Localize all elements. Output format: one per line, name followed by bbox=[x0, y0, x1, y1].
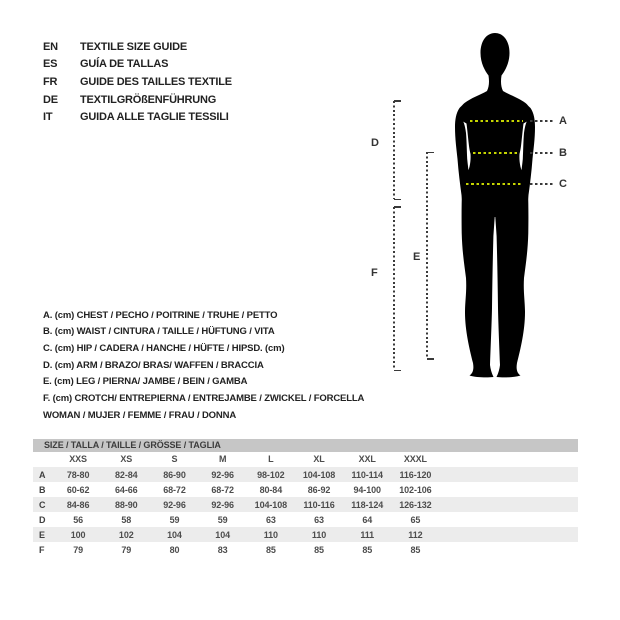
legend-arm: D. (cm) ARM / BRAZO/ BRAS/ WAFFEN / BRACCIA bbox=[43, 359, 264, 371]
cell: 85 bbox=[362, 544, 373, 555]
waist-measure-line bbox=[473, 152, 518, 154]
language-row-en bbox=[43, 38, 232, 56]
cell: 78-80 bbox=[66, 469, 90, 480]
crotch-label: F bbox=[371, 267, 378, 279]
cell: 63 bbox=[314, 514, 324, 525]
chest-measure-line bbox=[470, 120, 523, 122]
cell: 63 bbox=[265, 514, 276, 525]
cell: 65 bbox=[410, 514, 421, 525]
cell: 110 bbox=[311, 529, 327, 540]
cell: 102-106 bbox=[399, 484, 432, 495]
cell: 68-72 bbox=[211, 484, 234, 495]
cell: 85 bbox=[265, 544, 276, 555]
cell: 92-96 bbox=[163, 499, 186, 510]
cell: 83 bbox=[217, 544, 228, 555]
table-row-arm bbox=[33, 512, 578, 527]
cell: 84-86 bbox=[66, 499, 90, 510]
measurement-legend bbox=[43, 307, 364, 407]
cell: 92-96 bbox=[211, 469, 234, 480]
language-title: GUIDA ALLE TAGLIE TESSILI bbox=[80, 111, 229, 124]
language-code: IT bbox=[43, 111, 53, 124]
leg-line-top-tick bbox=[427, 152, 434, 154]
chest-label: A bbox=[559, 115, 567, 127]
leg-label: E bbox=[413, 251, 421, 263]
legend-waist: B. (cm) WAIST / CINTURA / TAILLE / HÜFTUNG / VITA bbox=[43, 326, 275, 338]
size-table bbox=[33, 439, 578, 557]
cell: 79 bbox=[121, 544, 132, 555]
language-row-it bbox=[43, 108, 232, 126]
cell: 58 bbox=[121, 514, 132, 525]
legend-chest: A. (cm) CHEST / PECHO / POITRINE / TRUHE / PETTO bbox=[43, 309, 278, 321]
arm-line-bottom-tick bbox=[394, 199, 401, 201]
size-table-header-row bbox=[33, 452, 578, 468]
table-row-chest bbox=[33, 467, 578, 482]
cell: 102 bbox=[118, 529, 134, 540]
cell: 79 bbox=[73, 544, 83, 555]
cell: 94-100 bbox=[353, 484, 381, 495]
cell: 82-84 bbox=[115, 469, 138, 480]
language-code: FR bbox=[43, 75, 58, 88]
row-label: D bbox=[39, 514, 46, 525]
language-code: ES bbox=[43, 58, 58, 71]
cell: 110-114 bbox=[351, 469, 383, 480]
waist-label: B bbox=[559, 147, 567, 159]
col-header-s: S bbox=[171, 454, 178, 465]
table-row-leg bbox=[33, 527, 578, 542]
cell: 59 bbox=[169, 514, 180, 525]
table-row-hip bbox=[33, 497, 578, 512]
cell: 56 bbox=[73, 514, 83, 525]
arm-line-top-tick bbox=[394, 100, 401, 102]
legend-leg: E. (cm) LEG / PIERNA/ JAMBE / BEIN / GAMBA bbox=[43, 376, 248, 388]
language-row-de bbox=[43, 91, 232, 109]
row-label: E bbox=[39, 529, 45, 540]
language-code: EN bbox=[43, 40, 58, 53]
cell: 110-116 bbox=[303, 499, 335, 510]
waist-guide-line bbox=[530, 152, 554, 154]
cell: 88-90 bbox=[115, 499, 138, 510]
cell: 85 bbox=[314, 544, 324, 555]
cell: 116-120 bbox=[399, 469, 432, 480]
gender-line: WOMAN / MUJER / FEMME / FRAU / DONNA bbox=[43, 410, 237, 421]
cell: 86-92 bbox=[307, 484, 331, 495]
col-header-xxl: XXL bbox=[358, 454, 376, 465]
cell: 80-84 bbox=[259, 484, 283, 495]
cell: 112 bbox=[408, 529, 423, 540]
row-label: A bbox=[39, 469, 46, 480]
table-row-crotch bbox=[33, 542, 578, 557]
cell: 98-102 bbox=[257, 469, 285, 480]
cell: 85 bbox=[410, 544, 421, 555]
legend-crotch: F. (cm) CROTCH/ ENTREPIERNA / ENTREJAMBE / ZWICKEL / FORCELLA bbox=[43, 392, 365, 404]
row-label: F bbox=[39, 544, 45, 555]
leg-measure-line bbox=[426, 152, 428, 358]
cell: 104-108 bbox=[254, 499, 288, 510]
legend-hip: C. (cm) HIP / CADERA / HANCHE / HÜFTE / HIPSD. (cm) bbox=[43, 342, 285, 354]
language-title: GUIDE DES TAILLES TEXTILE bbox=[80, 75, 232, 88]
cell: 86-90 bbox=[163, 469, 186, 480]
cell: 111 bbox=[360, 529, 375, 540]
cell: 64 bbox=[362, 514, 373, 525]
table-row-waist bbox=[33, 482, 578, 497]
cell: 118-124 bbox=[351, 499, 384, 510]
cell: 110 bbox=[263, 529, 278, 540]
cell: 100 bbox=[70, 529, 86, 540]
hip-guide-line bbox=[530, 183, 554, 185]
cell: 92-96 bbox=[211, 499, 234, 510]
col-header-xs: XS bbox=[120, 454, 133, 465]
crotch-measure-line bbox=[393, 207, 395, 370]
row-label: B bbox=[39, 484, 46, 495]
size-table-title: SIZE / TALLA / TAILLE / GRÖSSE / TAGLIA bbox=[33, 439, 578, 452]
language-title: TEXTILE SIZE GUIDE bbox=[80, 40, 188, 53]
cell: 68-72 bbox=[163, 484, 186, 495]
arm-label: D bbox=[371, 137, 379, 149]
language-code: DE bbox=[43, 93, 58, 106]
col-header-l: L bbox=[268, 454, 274, 465]
hip-label: C bbox=[559, 178, 567, 190]
hip-measure-line bbox=[466, 183, 523, 185]
col-header-xxxl: XXXL bbox=[403, 454, 427, 465]
col-header-m: M bbox=[218, 454, 227, 465]
row-label: C bbox=[39, 499, 46, 510]
language-row-fr bbox=[43, 73, 232, 91]
col-header-xl: XL bbox=[313, 454, 325, 465]
cell: 59 bbox=[217, 514, 228, 525]
woman-silhouette-icon bbox=[443, 28, 553, 380]
crotch-line-bottom-tick bbox=[394, 370, 401, 372]
cell: 80 bbox=[169, 544, 180, 555]
cell: 64-66 bbox=[115, 484, 138, 495]
cell: 104-108 bbox=[302, 469, 336, 480]
arm-measure-line bbox=[393, 101, 395, 199]
crotch-line-top-tick bbox=[394, 206, 401, 208]
cell: 104 bbox=[215, 529, 231, 540]
cell: 126-132 bbox=[399, 499, 432, 510]
leg-line-bottom-tick bbox=[427, 358, 434, 360]
language-title: TEXTILGRÖßENFÜHRUNG bbox=[80, 93, 217, 106]
chest-guide-line bbox=[530, 120, 554, 122]
language-row-es bbox=[43, 56, 232, 74]
language-title-block bbox=[43, 38, 232, 126]
cell: 104 bbox=[167, 529, 182, 540]
cell: 60-62 bbox=[66, 484, 90, 495]
col-header-xxs: XXS bbox=[69, 454, 87, 465]
language-title: GUÍA DE TALLAS bbox=[80, 58, 169, 71]
